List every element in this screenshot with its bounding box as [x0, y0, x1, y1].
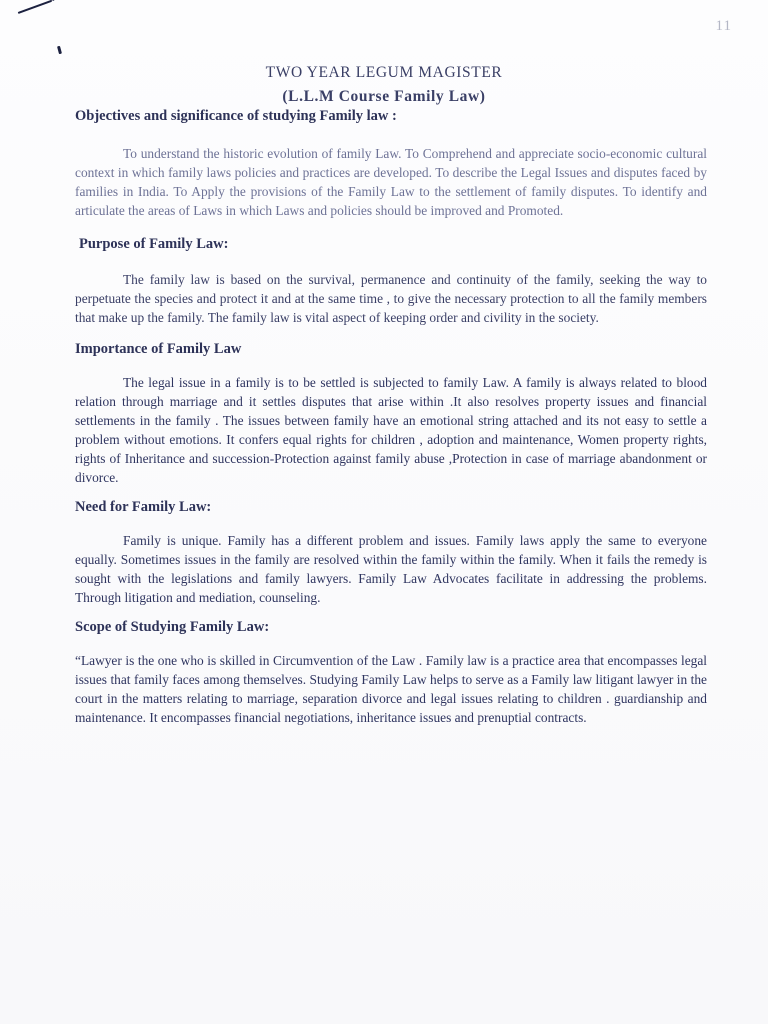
section-heading: Importance of Family Law: [75, 341, 242, 357]
section-paragraph: The legal issue in a family is to be settled is subjected to family Law. A family is always related to blood relation through marriage and it settles disputes that arise within .It also resolves property issues and financial settlements in the family . The issues between family have an emotional string attached and its not easy to settle a problem without emotions. It confers equal rights for children , adoption and maintenance, Women property rights, rights of Inheritance and succession-Protection against family abuse ,Protection in case of marriage abandonment or divorce.: [75, 375, 707, 485]
section-importance: [75, 339, 707, 487]
section-paragraph: The family law is based on the survival, permanence and continuity of the family, seeking the way to perpetuate the species and protect it and at the same time , to give the necessary protection to all the family members that make up the family. The family law is vital aspect of keeping order and civility in the society.: [75, 272, 707, 325]
section-need: [75, 497, 707, 607]
page-number: 11: [715, 18, 732, 34]
section-heading: Objectives and significance of studying Family law :: [75, 108, 397, 124]
document-subtitle: (L.L.M Course Family Law): [282, 88, 486, 105]
section-scope: [75, 617, 707, 727]
section-heading: Need for Family Law:: [75, 499, 212, 515]
pen-dot-mark: [57, 46, 62, 55]
document-body: [75, 106, 707, 727]
pen-stroke-mark: [18, 0, 53, 14]
section-objectives: [75, 106, 707, 220]
section-paragraph: Family is unique. Family has a different problem and issues. Family laws apply the same to everyone equally. Sometimes issues in the family are resolved within the family within the family. When it fails the remedy is sought with the legislations and family lawyers. Family Law Advocates facilitate in addressing the problems. Through litigation and mediation, counseling.: [75, 533, 707, 605]
section-paragraph: To understand the historic evolution of family Law. To Comprehend and appreciate socio-economic cultural context in which family laws policies and practices are developed. To describe the Legal Issues and disputes faced by families in India. To Apply the provisions of the Family Law to the settlement of family disputes. To identify and articulate the areas of Laws in which Laws and policies should be improved and Promoted.: [75, 146, 707, 218]
section-heading: Scope of Studying Family Law:: [75, 619, 270, 635]
document-title: TWO YEAR LEGUM MAGISTER: [265, 64, 503, 81]
section-heading: Purpose of Family Law:: [79, 236, 229, 252]
section-purpose: [75, 234, 707, 327]
section-paragraph: “Lawyer is the one who is skilled in Circumvention of the Law . Family law is a practice area that encompasses legal issues that family faces among themselves. Studying Family Law helps to serve as a Family law litigant lawyer in the court in the matters relating to marriage, separation divorce and legal issues relating to children . guardianship and maintenance. It encompasses financial negotiations, inheritance issues and prenuptial contracts.: [75, 653, 707, 725]
